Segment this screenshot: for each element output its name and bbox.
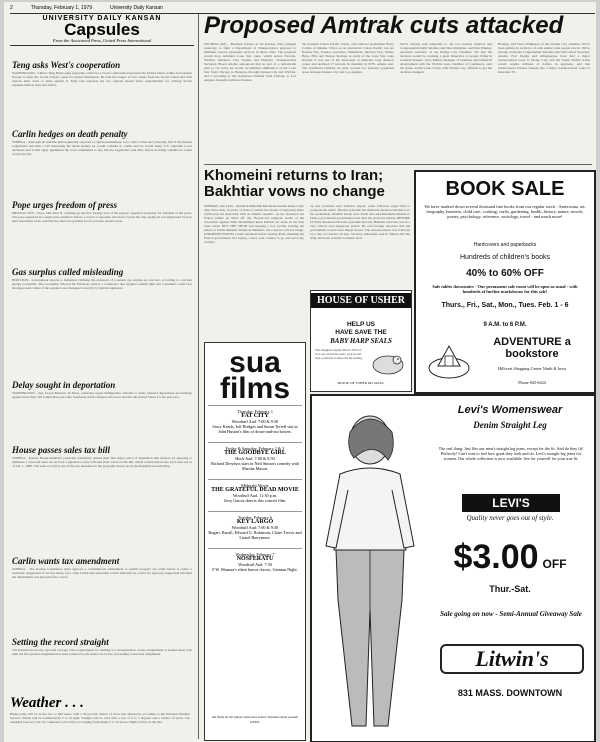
weather-box (10, 695, 194, 739)
levis-tagline: Quality never goes out of style. (466, 514, 554, 522)
levis-logo: LEVI'S (462, 494, 560, 512)
levis-price: $3.00 (453, 538, 539, 576)
sua-logo: sua films (219, 346, 291, 405)
film-title: FAT CITY (241, 413, 269, 419)
capsules-subtitle: From the Associated Press, United Press International (10, 38, 194, 46)
levis-off: OFF (542, 557, 567, 571)
story-body: HOUSTON - Government reports to industries claiming the existence of a natural gas surplus are not true, according to a private energy economist. The economist, Edward M. Erickson, said at a conference that supplies remain tight and consumers could face shortages next winter if the surplus is not managed correctly by federal regulators. (12, 278, 192, 290)
discount-line: 40% to 60% OFF (466, 268, 544, 279)
film-listing (208, 479, 302, 503)
section-rule (204, 164, 592, 165)
children-books-line: Hundreds of children's books (459, 254, 551, 261)
weather-body: Highs today will be in the low to mid teens, with a 30 percent chance of snow this afternoon, according to the National Weather Service. Winds will be southeasterly 5 to 15 mph. Tonight will be cold with a low of 0 to 5 degrees and a chance of snow. The extended forecast calls for continued cold with lows ranging from minus 5 to 10 above. Highs will be in the 20s. (10, 712, 190, 724)
hardcover-line: Hardcovers and paperbacks (473, 242, 537, 248)
story-headline: Carlin wants tax amendment (12, 556, 120, 566)
bookstore-name: ADVENTURE a bookstore (493, 336, 571, 360)
story-body: TOPEKA - The Kansas Legislature must approve a constitutional amendment to permit property tax relief before it orders a statewide reappraisal of all real estate, Gov. John Carlin said yesterday. Carlin indicated he would not sign any reappraisal bill until the amendment was placed before voters. (12, 567, 192, 579)
film-meta: Woodruff Aud. 7:30 (238, 562, 272, 567)
film-description: Jerry Garcia directs this concert film. (223, 498, 287, 503)
film-meta: Woodruff Aud. 7:00 & 9:30 (231, 419, 279, 424)
levis-ad (310, 394, 596, 742)
film-title: KEY LARGO (236, 519, 274, 525)
amtrak-col-1: WICHITA (AP) - Business leaders in six Kansas cities pledged yesterday to fight a Department of Transportation proposal to eliminate several passenger services in those cities. The proposal would drop Amtrak's Lone Star route, which serves Newton, Wichita, Arkansas City, Topeka and Emporia. Transportation Secretary Brock Adams announced that as part of a nationwide plan to cut costs, he would recommend elimination of the Lone Star from Chicago to Houston, through Kansas City and Wichita, and a rerouting of the Southwest Limited from Chicago to Los Angeles through southwest Kansas. (204, 42, 296, 82)
film-schedule (208, 405, 302, 580)
bookstore-phone: Phone 843-6424 (518, 380, 546, 385)
capsules-title: Capsules (64, 20, 140, 39)
usher-title: HOUSE OF USHER (311, 293, 411, 308)
usher-fine-print: The slaughter begins March 1979. If you care about the seals, stop in and sign a petition to help end the killing. (315, 348, 363, 360)
film-day: Tuesday, February 6 (237, 515, 273, 520)
paper-name: University Daily Kansan (110, 5, 163, 11)
column-rule (198, 14, 199, 739)
usher-line-1: HELP US (346, 321, 376, 328)
capsules-kicker: UNIVERSITY DAILY KANSAN (42, 15, 162, 22)
film-listing (208, 405, 302, 434)
weather-title: Weather . . . (10, 695, 84, 711)
capsules-header (10, 15, 194, 46)
bookstore-logo (426, 338, 472, 382)
story-headline: Gas surplus called misleading (12, 267, 124, 277)
film-meta: Hoch Aud. 7:00 & 9:30 (235, 456, 275, 461)
film-listing (208, 511, 302, 540)
khomeini-col-2: up new positions near Tehran's airport, some followers urged him to postpone his return. But the ayatollah has made his decision and that is it, the spokesman, Ibrahim Yazdi, said. Yazdi also said Khomeini intends to name a provisional government soon after his arrival in Tehran. BEFORE IT WAS announced that the ayatollah had left, Bakhtiar said Iran was in a very critical and dangerous period. He told foreign reporters that his government would resist illegal moves. The announcement was followed by a day of violence in Iran. Security authorities said in Tehran that the army had been ordered to remain alert. (310, 204, 410, 240)
film-description: Richard Dreyfuss stars in Neil Simon's comedy with Marsha Mason. (211, 461, 299, 471)
film-description: F.W. Murnau's silent horror classic, German Night. (212, 567, 298, 572)
story-headline: Pope urges freedom of press (12, 200, 117, 210)
amtrak-col-3: We've already sent telegrams to our two Kansas senators and Congressman Keith Sebelius and Dan Glickman, said Don Pinkley, executive secretary of the Dodge City Chamber. We feel the decision would be working a great disservice to people living in southern Kansas. Jerry Mallot, manager of business and industrial development with the Wichita Area Chamber of Commerce, said his group would work closely with Wichita city officials to get the decision changed. (400, 42, 492, 74)
newspaper-page (4, 2, 596, 742)
levis-price-block (430, 538, 590, 577)
litwins-address: 831 MASS. DOWNTOWN (457, 688, 563, 698)
film-day: Wednesday, February 7 (235, 552, 275, 557)
litwins-logo: Litwin's (440, 644, 584, 674)
amtrak-col-2: the northern Union Pacific tracks, said railroad spokesman Barry Combs of Omaha. Cities on an alternative Union Pacific run are Kansas City, Topeka, Lawrence, Manhattan, Junction City, Salina, Hays, Ellis and Sharon Springs. A study of the Lone Star route showed it was one of the least-used of Amtrak's long distance routes and declined 17 percent in ridership in 1978, Adams said. The Southwest Limited, he said, crossed two sparsely populated areas between Kansas City and Los Angeles. (302, 42, 394, 74)
sale-dates: Thurs., Fri., Sat., Mon., Tues. Feb. 1 - 6 (441, 302, 569, 309)
seal-illustration (369, 347, 407, 377)
story-headline: Carlin hedges on death penalty (12, 129, 128, 139)
story-body: WASHINGTON - Sen. Lloyd Bentsen, D-Texas, yesterday urged immigration officials to delay planned deportation proceedings against more than 100 Cambodian and other Southeast Asian refugees who have lived in the United States for the past year. (12, 391, 192, 399)
film-day: Friday & Saturday, February 2 & 3 (225, 446, 285, 451)
story-headline: Setting the record straight (12, 637, 109, 647)
story-body: MEXICO CITY - Pope John Paul II, winding up the first foreign tour of his papacy, appealed yesterday for freedom of the press. The pope appeared in a papal press audience before a crowd of reporters who had covered his trip, saying he was impressed by how hard journalists work, and that the church is grateful for an accurate, honest press. (12, 211, 192, 223)
film-description: Bogart, Bacall, Edward G. Robinson, Claire Trevor and Lionel Barrymore. (208, 530, 302, 540)
sua-footer: All films $1.00 unless otherwise noted. Students must present KUID. (211, 715, 299, 724)
sua-films-ad (204, 342, 306, 741)
levis-title: Levi's Womenswear (457, 404, 563, 416)
story-headline: Teng asks West's cooperation (12, 60, 121, 70)
issue-date: Thursday, February 1, 1979 (30, 5, 93, 11)
film-day: Thursday, February 1 (237, 409, 273, 414)
bookstore-address: Hillcrest Shopping Center Ninth & Iowa (497, 366, 567, 371)
film-description: Stacy Keach, Jeff Bridges and Susan Tyrrell star in John Huston's film of down-and-out boxers. (212, 424, 298, 434)
story-headline: Delay sought in deportation (12, 380, 116, 390)
film-day: Midnight Movie (241, 483, 269, 488)
book-sale-ad (414, 170, 596, 394)
story-body: WASHINGTON - China's Teng Hsiao-ping yesterday called for a broad collaboration between the United States, China and western Europe to deter the Soviet Union's quest for global dominance. He said the danger of war comes from the Soviet Union and both nations must work to unite against it. Teng told reporters the two nations should share responsibility for curbing Soviet expansionism in Asia and Africa. (12, 71, 192, 87)
levis-body: The real thing. Just like our men's straight leg jeans, except for the fit. And do they fit! Perfectly! Can't wait to feel how great they look and do. Levi's straight leg jeans for women. Our whole collection is now available. See for yourself for your true fit. (438, 446, 584, 461)
levis-subtitle: Denim Straight Leg (473, 420, 547, 430)
story-body: TOPEKA - Kansas House members yesterday tentatively passed their first major piece of legislation this session, by agreeing to eliminate a 3 percent sales tax on food. Legislators today will take final action on the bill, which would remove the food sales tax as of Jan. 1, 1980. The sales tax bill is one of the key measures in the programs drawn up by the Republican leadership. (12, 456, 192, 468)
usher-address: HOUSE OF USHER 845 MASS. (337, 381, 385, 385)
sale-hours: 9 A.M. to 6 P.M. (483, 322, 527, 328)
film-meta: Woodruff Aud. 7:00 & 9:30 (231, 525, 279, 530)
story-body: The Kansan incorrectly reported on page 3 the requirements for mailing in correspondence course assignments. A student must wait until the first graded assignment has been returned by the instructor before proceeding to the next assignment. (12, 648, 192, 656)
khomeini-col-1: TEHRAN, Iran (AP) - Ayatollah Ruhollah Khomeini headed home today after more than 14 years of exile to pursue his dream of replacing Iran's 2,500-year-old monarchy with an Islamic republic. As the chartered Air France jumbo jet lifted off, the 78-year-old religious leader of the revolution against Shah Mohammad Reza Pahlavi sat alone in the first class cabin. BUT THE SHAH was keeping a low profile, leaving the palace to Prime Minister Shahpour Bakhtiar, who says he will not resign. KHOMEINI ISSUED a brief statement before leaving Paris, thanking the French government and saying, I have your country to go and serve my country. (204, 204, 304, 244)
usher-ad (310, 290, 412, 392)
amtrak-col-4: Bondey, said Steve Wilkinson of the Garden City chamber. We've been getting an awful lot of calls asking what people can do. We've already contacted Congressman Sebelius and will contact Secretary Adams. Fort Dodge and Albuquerque have had a major transportation route to Dodge City, and the Union Pacific trains would require millions of dollars in upgrades, and that northwestern Kansas already has a major transportation route in Interstate 70. (498, 42, 590, 74)
woman-in-jeans-illustration (318, 410, 422, 732)
film-title: THE GRATEFUL DEAD MOVIE (211, 487, 299, 493)
book-sale-title: BOOK SALE (445, 178, 565, 200)
story-body: TOPEKA - Although he remains philosophically opposed to capital punishment, Gov. John Carlin said yesterday that if the Kansas Legislature sent him a bill reinstating the death penalty he would consider it. Carlin said he would study U.S. Supreme Court decisions and would apply guidelines the court established to any bill the Legislature sent him, before deciding whether he would accept the bill. (12, 140, 192, 156)
story-headline: House passes sales tax bill (12, 445, 111, 455)
amtrak-headline: Proposed Amtrak cuts attacked (204, 12, 564, 39)
khomeini-headline: Khomeini returns to Iran; Bakhtiar vows no change (204, 167, 385, 200)
book-sale-intro: We have marked down several thousand fine books from our regular stock - Americana, art, biography, business, child care, cooking, crafts, gardening, health, history, nature, novels, poetry, psychology, reference, sociology, travel - and much more! (424, 204, 586, 220)
levis-promo: Sale going on now - Semi-Annual Giveaway Sale (440, 610, 582, 618)
film-listing (208, 442, 302, 471)
sale-note: Sale tables downstairs - Our permanent sale room will be open as usual - with hundreds of further markdowns for this sale! (432, 284, 578, 295)
levis-days: Thur.-Sat. (489, 584, 531, 594)
film-meta: Woodruff Aud. 11:30 p.m. (232, 493, 278, 498)
usher-line-3: BABY HARP SEALS (330, 337, 392, 345)
film-title: THE GOODBYE GIRL (224, 450, 286, 456)
film-title: NOSFERATU (236, 556, 274, 562)
page-number: 2 (10, 5, 13, 11)
usher-line-2: HAVE SAVE THE (335, 329, 387, 336)
capsules-column (10, 14, 194, 739)
film-listing (208, 548, 302, 572)
